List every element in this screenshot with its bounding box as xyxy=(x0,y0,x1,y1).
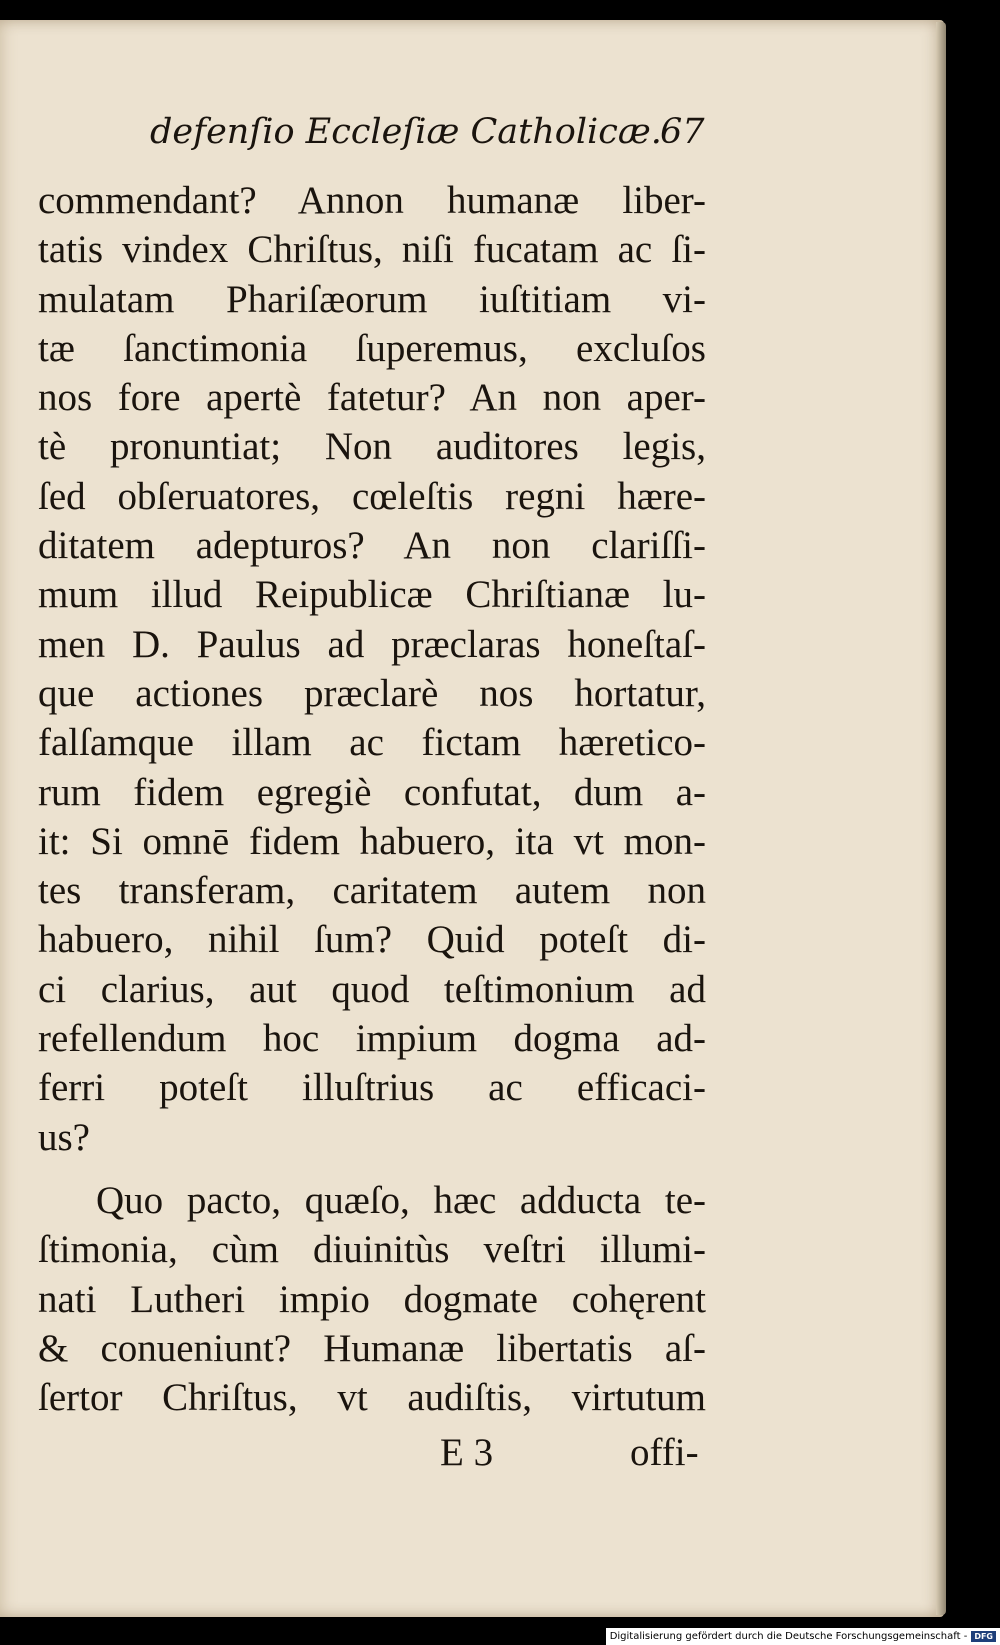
text-line: habuero, nihil ſum? Quid poteſt di- xyxy=(38,918,706,962)
page-number: 67 xyxy=(660,112,705,152)
funding-credit xyxy=(606,1628,1000,1645)
text-line: ci clarius, aut quod teſtimonium ad xyxy=(38,967,706,1011)
text-line: men D. Paulus ad præclaras honeſtaſ- xyxy=(38,622,706,666)
text-line: ferri poteſt illuſtrius ac efficaci- xyxy=(38,1066,706,1110)
text-line: nati Lutheri impio dogmate cohęrent xyxy=(38,1277,706,1321)
text-line: nos fore apertè fatetur? An non aper- xyxy=(38,376,706,420)
paragraph-2 xyxy=(38,1176,706,1422)
text-line: mulatam Phariſæorum iuſtitiam vi- xyxy=(38,277,706,321)
body-text xyxy=(38,176,706,1422)
text-line: commendant? Annon humanæ liber- xyxy=(38,179,706,222)
text-line: ditatem adepturos? An non clariſſi- xyxy=(38,524,706,568)
text-line: us? xyxy=(38,1115,90,1159)
credit-text: Digitalisierung gefördert durch die Deutsche Forschungsgemeinschaft - xyxy=(609,1631,968,1642)
text-line: tè pronuntiat; Non auditores legis, xyxy=(38,425,706,469)
catchword: offi- xyxy=(630,1431,699,1474)
text-line: & conueniunt? Humanæ libertatis aſ- xyxy=(38,1326,706,1370)
paragraph-gap xyxy=(38,1162,706,1176)
text-line: Quo pacto, quæſo, hæc adducta te- xyxy=(96,1178,706,1222)
book-page xyxy=(0,20,944,1617)
page-footer xyxy=(0,1430,944,1480)
running-head-title: defenſio Eccleſiæ Catholicæ. xyxy=(150,112,662,152)
page-edge xyxy=(936,22,946,1615)
running-head xyxy=(0,112,944,172)
signature-mark: E 3 xyxy=(440,1431,494,1474)
text-line: rum fidem egregiè confutat, dum a- xyxy=(38,770,706,814)
text-line: refellendum hoc impium dogma ad- xyxy=(38,1017,706,1061)
text-line: ſed obſeruatores, cœleſtis regni hære- xyxy=(38,474,706,518)
text-line: it: Si omnē fidem habuero, ita vt mon- xyxy=(38,819,706,863)
text-line: tæ ſanctimonia ſuperemus, excluſos xyxy=(38,326,706,370)
text-line: tatis vindex Chriſtus, niſi fucatam ac ſi- xyxy=(38,228,706,272)
dfg-logo-icon: DFG xyxy=(971,1631,996,1642)
text-line: que actiones præclarè nos hortatur, xyxy=(38,671,706,715)
text-line: tes transferam, caritatem autem non xyxy=(38,869,706,913)
text-line: mum illud Reipublicæ Chriſtianæ lu- xyxy=(38,573,706,617)
text-line: ſtimonia, cùm diuinitùs veſtri illumi- xyxy=(38,1228,706,1272)
paragraph-1 xyxy=(38,176,706,1162)
text-line: ſertor Chriſtus, vt audiſtis, virtutum xyxy=(38,1376,706,1420)
text-line: falſamque illam ac fictam hæretico- xyxy=(38,721,706,765)
